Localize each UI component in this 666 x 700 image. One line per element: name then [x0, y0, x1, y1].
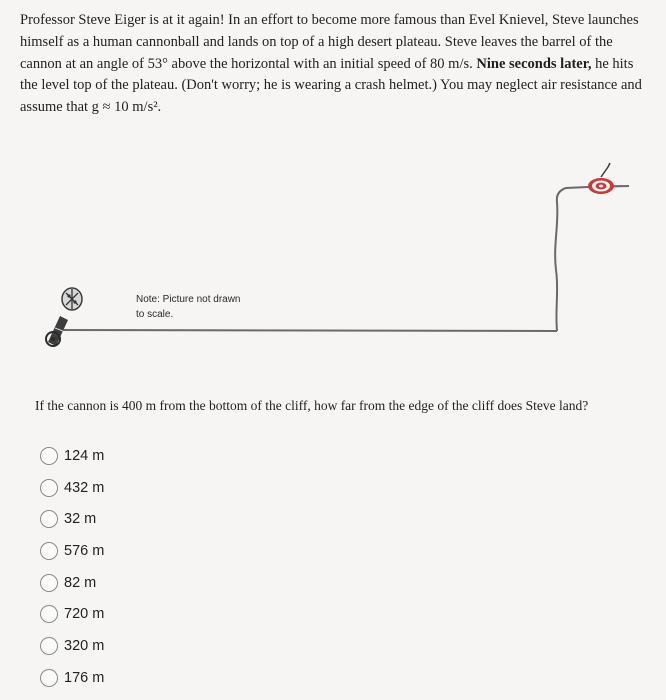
- answer-option[interactable]: [40, 535, 104, 567]
- radio-button[interactable]: [40, 479, 58, 497]
- answer-option[interactable]: [40, 598, 104, 630]
- answer-option[interactable]: [40, 503, 104, 535]
- radio-button[interactable]: [40, 574, 58, 592]
- option-label: 720 m: [64, 606, 105, 623]
- radio-button[interactable]: [40, 637, 58, 655]
- cliff-wall: [555, 187, 588, 331]
- question-text: If the cannon is 400 m from the bottom of the cliff, how far from the edge of the cliff does Steve land?: [35, 398, 589, 413]
- problem-statement: [20, 10, 652, 119]
- answer-options: [40, 440, 104, 694]
- problem-text-after-bold: he hits the level top of the plateau. (Don't worry; he is wearing a crash helmet.) You may neglect air resistance and assume that g ≈ 10 m/s².: [20, 55, 642, 116]
- problem-figure: [0, 150, 666, 360]
- answer-option[interactable]: [40, 440, 104, 472]
- cannonball-person-icon: [62, 288, 82, 310]
- option-label: 32 m: [64, 511, 97, 528]
- problem-text-before-bold: Professor Steve Eiger is at it again! In an effort to become more famous than Evel Knievel, Steve launches himself as a human cannonball and lands on top of a high desert plateau. Steve leaves the barrel of the cannon at an angle of 53° above the horizontal with an initial speed of 80 m/s.: [20, 12, 639, 72]
- answer-option[interactable]: [40, 567, 104, 599]
- option-label: 320 m: [64, 637, 105, 654]
- radio-button[interactable]: [40, 542, 58, 560]
- answer-option[interactable]: [40, 472, 104, 504]
- radio-button[interactable]: [40, 510, 58, 528]
- option-label: 576 m: [64, 542, 105, 559]
- option-label: 176 m: [64, 669, 105, 686]
- option-label: 82 m: [64, 574, 97, 591]
- radio-button[interactable]: [40, 447, 58, 465]
- radio-button[interactable]: [40, 605, 58, 623]
- option-label: 124 m: [64, 447, 105, 464]
- problem-bold-text: Nine seconds later,: [476, 55, 592, 72]
- answer-option[interactable]: [40, 630, 104, 662]
- answer-option[interactable]: [40, 662, 104, 694]
- cliff-diagram: [0, 150, 666, 360]
- option-label: 432 m: [64, 479, 105, 496]
- radio-button[interactable]: [40, 669, 58, 687]
- figure-note: Note: Picture not drawn to scale.: [136, 294, 241, 320]
- target-icon: [588, 163, 624, 194]
- ground-line: [58, 330, 557, 331]
